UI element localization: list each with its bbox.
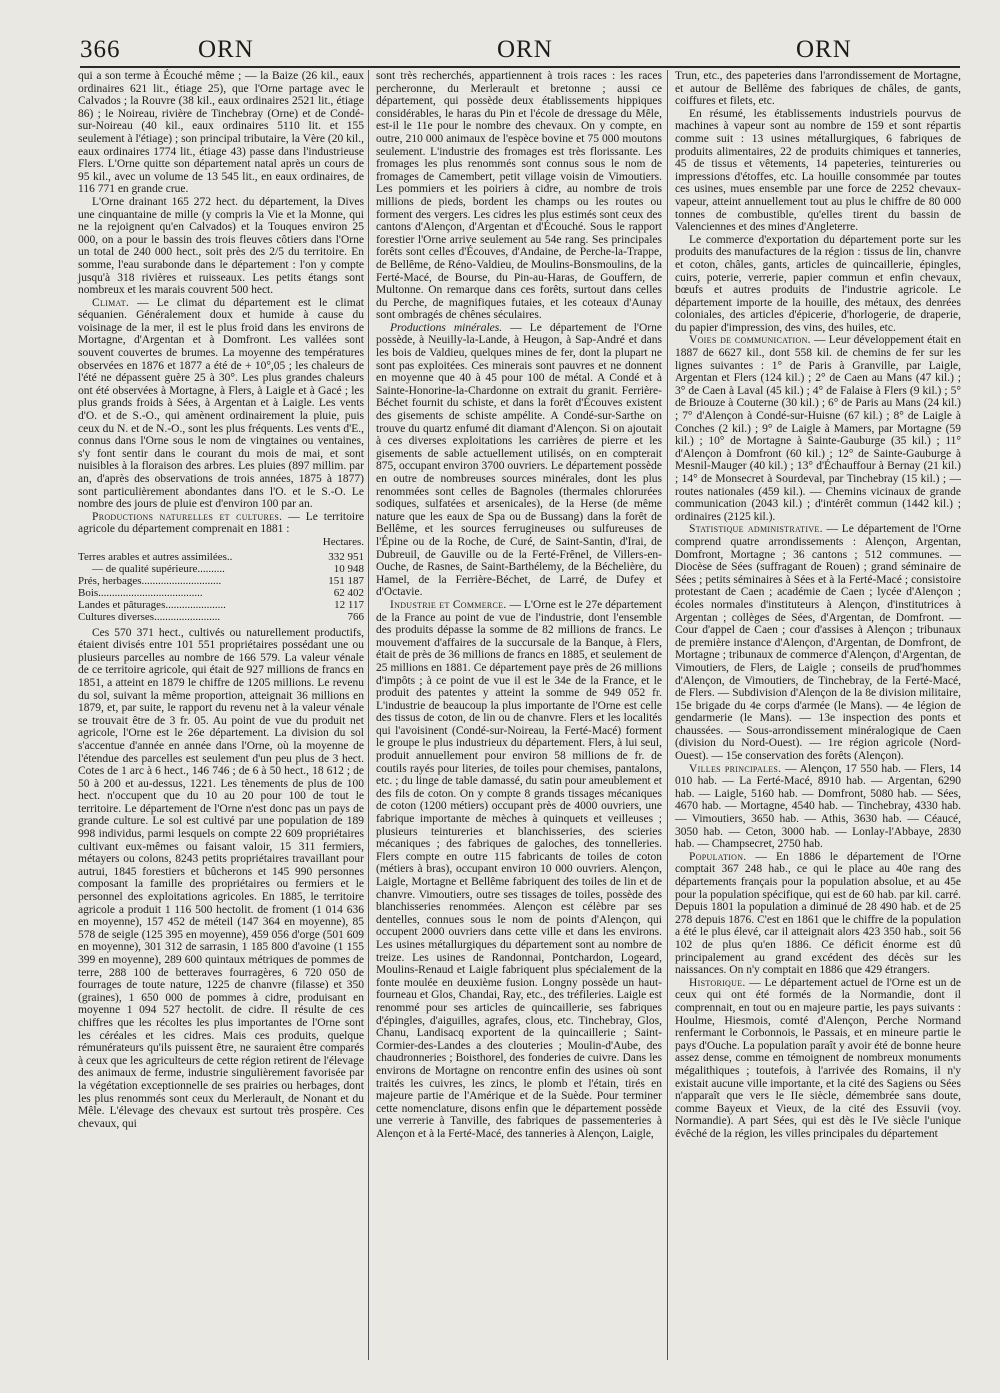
paragraph: Le commerce d'exportation du département porte sur les produits des manufactures de la région : tissus de lin, chanvre et coton, châles, gants, articles de quincaillerie, épingles, cuirs, poterie, verrerie, papier commun et enfin chevaux, bœufs et autres produits de l'industrie agricole. Le département importe de la houille, des métaux, des denrées coloniales, des articles d'épicerie, d'horlogerie, de draperie, du papier d'impression, des vins, des huiles, etc. (675, 233, 961, 334)
paragraph: Trun, etc., des papeteries dans l'arrondissement de Mortagne, et autour de Bellême des fabriques de châles, de gants, coiffures et filets, etc. (675, 70, 961, 108)
land-use-table (78, 551, 364, 623)
section-heading: Productions minérales. (390, 321, 503, 334)
paragraph: L'Orne drainant 165 272 hect. du département, la Dives une cinquantaine de mille (y compris la Vie et la Monne, qui ne la rejoignent qu'en Calvados) et la Touques environ 25 000, on a pour le bassin des trois fleuves côtiers dans l'Orne un total de 240 000 hect., soit près des 2/5 du territoire. En somme, l'eau surabonde dans le département : l'on y compte jusqu'à 318 rivières et ruisseaux. Les petits étangs sont nombreux et les marais couvrent 500 hect. (78, 195, 364, 297)
paragraph: Statistique administrative. — Le département de l'Orne comprend quatre arrondissements : Alençon, Argentan, Domfront, Mortagne ; 36 cantons ; 512 communes. — Diocèse de Sées (suffragant de Rouen) ; grand séminaire de Sées ; petits séminaires à Sées et à la Ferté-Macé ; consistoire protestant de Caen ; académie de Caen ; lycée d'Alençon ; écoles normales d'instituteurs à Alençon, d'institutrices à Argentan ; collèges de Sées, d'Argentan, de Domfront. — Cour d'appel de Caen ; cour d'assises à Alençon ; tribunaux de première instance d'Alençon, d'Argentan, de Domfront, de Mortagne ; tribunaux de commerce d'Alençon, d'Argentan, de Vimoutiers, de Flers, de Laigle ; conseils de prud'hommes d'Alençon, de Vimoutiers, de Tinchebray, de la Ferté-Macé, de Flers. — Subdivision d'Alençon de la 8e division militaire, 15e brigade du 4e corps d'armée (le Mans). — 4e légion de gendarmerie (le Mans). — 13e inspection des ponts et chaussées. — Sous-arrondissement minéralogique de Caen (division du Nord-Ouest). — 1re région agricole (Nord-Ouest). — 15e conservation des forêts (Alençon). (675, 523, 961, 763)
section-heading: Villes principales. (689, 762, 782, 775)
column-divider (667, 70, 668, 1360)
section-heading: Industrie et Commerce. (390, 598, 507, 611)
header-left: ORN (198, 36, 254, 63)
column-2 (376, 70, 662, 1140)
paragraph: En résumé, les établissements industriels pourvus de machines à vapeur sont au nombre de 159 et sont répartis comme suit : 13 usines métallurgiques, 6 fabriques de produits alimentaires, 22 de produits chimiques et tanneries, 45 de tissus et vêtements, 14 papeteries, teintureries ou impressions d'étoffes, etc. La houille consommée par toutes ces usines, mues ensemble par une force de 2252 chevaux-vapeur, atteint annuellement tout au plus le chiffre de 80 000 tonnes de combustible, qu'elles tirent du bassin de Valenciennes et des mines d'Angleterre. (675, 107, 961, 234)
header-right: ORN (796, 36, 852, 63)
paragraph: Productions minérales. — Le département de l'Orne possède, à Neuilly-la-Lande, à Heugon, à Sap-André et dans les bois de Valdieu, quelques mines de fer, dont la plupart ne sont pas exploitées. Ces minerais sont pauvres et ne donnent en moyenne que 40 à 45 pour 100 de métal. A Condé et à Sainte-Honorine-la-Chardonne on extrait du granit. Ferrière-Béchet fournit du schiste, et dans la forêt d'Écouves existent des gisements de schiste ampélite. A Condé-sur-Sarthe on trouve du quartz enfumé dit diamant d'Alençon. Si on ajoutait à ces diverses exploitations les carrières de pierre et les gisements de sable actuellement utilisés, on en compterait 875, occupant environ 3700 ouvriers. Le département possède en outre de nombreuses sources minérales, dont les plus renommées sont celles de Bagnoles (thermales chlorurées sodiques, sulfatées et arsenicales), de la Herse (de même nature que les eaux de Spa ou de Bussang) dans la forêt de Bellême, et les sources ferrugineuses ou sulfureuses de l'Épine ou de la Roche, de Curé, de Saint-Santin, d'Irai, de Dubreuil, de Gauville ou de la Ferté-Frênel, de Villers-en-Ouche, de Rasnes, de Saint-Barthélemy, de la Béchelière, du Hamel, de la Ferrière-Béchet, de Larré, de Dufey et d'Octavie. (376, 321, 662, 599)
section-heading: Climat. (92, 296, 130, 309)
table-row: — de qualité supérieure.......... 10 948 (92, 562, 364, 575)
header-rule (80, 66, 960, 68)
table-unit: Hectares. (322, 535, 364, 548)
paragraph: Historique. — Le département actuel de l'Orne est un de ceux qui ont été formés de la Normandie, dont il comprennait, en tout ou en majeure partie, les pays suivants : Houlme, Hiesmois, comté d'Alençon, Perche Normand renfermant le Corbonnois, le Passais, et en mineure partie le pays d'Ouche. La population paraît y avoir été de bonne heure assez dense, comme en témoignent de nombreux monuments mégalithiques ; toutefois, à l'arrivée des Romains, il n'y existait aucune ville importante, et la cité des Sagiens ou Sées n'apparaît que vers le IIe siècle, démembrée sans doute, comme Bayeux et Vieux, de la cité des Essuvii (voy. Normandie). A part Sées, qui est dès le IVe siècle l'unique évêché de la région, les villes principales du département (675, 976, 961, 1140)
table-row: Bois...................................... 62 402 (78, 586, 364, 599)
header-center: ORN (497, 36, 553, 63)
paragraph: qui a son terme à Écouché même ; — la Baize (26 kil., eaux ordinaires 621 lit., étiage 25), que l'Orne partage avec le Calvados ; la Rouvre (38 kil., eaux ordinaires 2521 lit., étiage 86) ; le Noireau, rivière de Tinchebray (Orne) et de Condé-sur-Noireau (40 kil., eaux ordinaires 5110 lit. et 155 seulement à l'étiage) ; son principal tributaire, la Vère (20 kil., eaux ordinaires 1774 lit., étiage 43) passe dans l'industrieuse Flers. L'Orne quitte son département natal après un cours de 95 kil., avec un volume de 13 545 lit., en eaux ordinaires, de 116 771 en grande crue. (78, 70, 364, 196)
section-heading: Population. (689, 850, 747, 863)
paragraph: Industrie et Commerce. — L'Orne est le 27e département de la France au point de vue de l'industrie, dont l'ensemble des produits dépasse la somme de 82 millions de francs. Le mouvement d'affaires de la succursale de la Banque, à Flers, était de près de 36 millions de francs en 1885, et seulement de 25 millions en 1881. Ce département paye près de 26 millions d'impôts ; à ce point de vue il est le 34e de la France, et le produit des patentes y atteint la somme de 949 052 fr. L'industrie de beaucoup la plus importante de l'Orne est celle des tissus de coton, de lin ou de chanvre. Flers et les localités qui l'avoisinent (Condé-sur-Noireau, la Ferté-Macé) forment le groupe le plus industrieux du département. Flers, à lui seul, produit annuellement pour environ 58 millions de fr. de coutils rayés pour literies, de toiles pour chemises, pantalons, etc. ; du linge de table damassé, du satin pour ameublement et des fils de coton. On y compte 8 grands tissages mécaniques de coton (1200 métiers) occupant près de 4000 ouvriers, une fabrique importante de mèches à quinquets et veilleuses ; plusieurs teintureries et blanchisseries, des scieries mécaniques ; des fabriques de galoches, des tonnelleries. Flers compte en outre 115 fabricants de toiles de coton (métiers à bras), occupant environ 10 000 ouvriers. Alençon, Laigle, Mortagne et Bellême fabriquent des toiles de lin et de chanvre. Vimoutiers, outre ses tissages de toiles, possède des blanchisseries renommées. Alençon est célèbre par ses dentelles, connues sous le nom de points d'Alençon, qui occupent 2000 ouvriers dans cette ville et dans les environs. Les usines métallurgiques du département sont au nombre de treize. Les usines de Randonnai, Pontchardon, Logeard, Moulins-Renaud et Laigle fabriquent plus spécialement de la fonte moulée en deuxième fusion. Longny possède un haut-fourneau et Glos, Chandai, Ray, etc., des tréfileries. Laigle est renommé pour ses articles de quincaillerie, ses fabriques d'épingles, d'aiguilles, agrafes, clous, etc. Tinchebray, Glos, Chanu, Landisacq exportent de la quincaillerie ; Saint-Cormier-des-Landes a des clouteries ; Moulin-d'Aube, des chaudronneries ; Boisthorel, des fonderies de cuivre. Dans les environs de Mortagne on rencontre enfin des usines où sont traités les cuivres, les zincs, le plomb et l'étain, tirés en majeure partie de l'Amérique et de la Suède. Pour terminer cette nomenclature, disons enfin que le département possède une verrerie à Tanville, des fabriques de passementeries à Alençon et à la Ferté-Macé, des tanneries à Alençon, Laigle, (376, 598, 662, 1140)
section-heading: Historique. (689, 976, 746, 989)
paragraph: Voies de communication. — Leur développement était en 1887 de 6627 kil., dont 558 kil. de chemins de fer sur les lignes suivantes : 1° de Paris à Granville, par Laigle, Argentan et Flers (124 kil.) ; 2° de Caen au Mans (47 kil.) ; 3° de Caen à Laval (45 kil.) ; 4° de Falaise à Flers (9 kil.) ; 5° de Briouze à Couterne (30 kil.) ; 6° de Paris au Mans (24 kil.) ; 7° d'Alençon à Condé-sur-Huisne (67 kil.) ; 8° de Laigle à Conches (2 kil.) ; 9° de Laigle à Mamers, par Mortagne (59 kil.) ; 10° de Mortagne à Sainte-Gauburge (35 kil.) ; 11° d'Alençon à Domfront (60 kil.) ; 12° de Sainte-Gauburge à Mesnil-Mauger (40 kil.) ; 13° d'Échauffour à Bernay (21 kil.) ; 14° de Monsecret à Sourdeval, par Tinchebray (15 kil.) ; — routes nationales (459 kil.). — Chemins vicinaux de grande communication (2043 kil.) ; d'intérêt commun (1442 kil.) ; ordinaires (2125 kil.). (675, 334, 962, 523)
paragraph: Ces 570 371 hect., cultivés ou naturellement productifs, étaient divisés entre 101 551 propriétaires possédant une ou plusieurs parcelles au nombre de 166 579. La valeur vénale de ce territoire agricole, qui était de 927 millions de francs en 1851, a atteint en 1879 le chiffre de 1205 millions. Le revenu du sol, suivant la même proportion, atteignait 36 millions en 1879, et, par suite, le rapport du revenu net à la valeur vénale se trouvait être de 3 fr. 05. Au point de vue du produit net agricole, l'Orne est le 26e département. La division du sol s'accentue d'année en année dans l'Orne, où la moyenne de l'étendue des parcelles est seulement d'un peu plus de 3 hect. Cotes de 1 arc à 6 hect., 146 746 ; de 6 à 50 hect., 18 612 ; de 50 à 200 et au-dessus, 1221. Les tènements de plus de 100 hect. n'occupent que du 10 au 20 pour 100 de tout le territoire. Le département de l'Orne n'est donc pas un pays de grande culture. Le sol est cultivé par une population de 189 998 individus, parmi lesquels on compte 22 609 propriétaires cultivant eux-mêmes ou faisant valoir, 15 311 fermiers, métayers ou colons, 8243 petits propriétaires travaillant pour autrui, 1845 forestiers et bûcherons et 145 990 personnes composant la famille des propriétaires ou fermiers et le personnel des exploitations agricoles. En 1885, le territoire agricole a produit 1 116 500 hectolit. de froment (1 014 636 en moyenne), 157 452 de méteil (147 364 en moyenne), 85 578 de seigle (125 395 en moyenne), 459 056 d'orge (501 609 en moyenne), 301 312 de sarrasin, 1 185 800 d'avoine (1 155 399 en moyenne), 289 600 quintaux métriques de pommes de terre, 288 100 de betteraves fourragères, 6 720 050 de fourrages de toute nature, 1225 de chanvre (filasse) et 350 (graines), 1 650 000 de pommes à cidre, produisant en moyenne 1 094 527 hectolit. de cidre. Il résulte de ces chiffres que les récoltes les plus importantes de l'Orne sont les céréales et les cidres. Mais ces produits, quelque rémunérateurs qu'ils puissent être, ne sauraient être comparés à ceux que les agriculteurs de cette région retirent de l'élevage des animaux de ferme, industrie singulièrement favorisée par la végétation exceptionnelle de ses prairies ou herbages, dont les plus renommés sont ceux du Merlerault, de Nonant et du Mêle. L'élevage des chevaux est surtout très prospère. Ces chevaux, qui (78, 626, 364, 1130)
paragraph: Productions naturelles et cultures. — Le territoire agricole du département comprenait en 1881 : (78, 510, 365, 536)
table-row: Prés, herbages............................. 151 187 (78, 574, 364, 587)
table-row: Cultures diverses........................ 766 (78, 610, 364, 623)
column-3 (675, 70, 961, 1140)
running-header (0, 36, 1000, 66)
table-row: Terres arables et autres assimilées.. 332 951 (78, 550, 364, 563)
section-heading: Voies de communication. (689, 334, 811, 347)
paragraph: Population. — En 1886 le département de l'Orne comptait 367 248 hab., ce qui le place au 40e rang des départements français pour la population absolue, et au 45e pour la population spécifique, qui est de 60 hab. par kil. carré. Depuis 1801 la population a diminué de 28 490 hab. et de 25 278 depuis 1876. C'est en 1861 que le chiffre de la population a été le plus élevé, car il atteignait alors 423 350 hab., soit 56 102 de plus qu'en 1886. Ce déficit énorme est dû principalement au grand excédent des décès sur les naissances. On n'y comptait en 1886 que 429 étrangers. (675, 850, 961, 977)
paragraph: Climat. — Le climat du département est le climat séquanien. Généralement doux et humide à cause du voisinage de la mer, il est le plus froid dans les environs de Mortagne, d'Argentan et à Domfront. Les vallées sont souvent couvertes de brumes. La moyenne des températures observées en 1876 et 1877 a été de + 10°,05 ; les chaleurs de l'été ne dépassent guère 25 à 30°. Les plus grandes chaleurs ont été observées à Mortagne, à Flers, à Laigle et à Gacé ; les plus grands froids à Sées, à Argentan et à Laigle. Les vents d'O. et de S.-O., qui amènent ordinairement la pluie, puis ceux du N. et de N.-O., sont les plus fréquents. Les vents d'E., connus dans l'Orne sous le nom de vingtaines ou ventaines, s'y font sentir dans le courant du mois de mai, et sont nuisibles à la floraison des arbres. Les pluies (897 millim. par an, d'après des observations de trois années, 1875 à 1877) sont particulièrement abondantes dans l'O. et le S.-O. Le nombre des jours de pluie est d'environ 100 par an. (78, 296, 364, 511)
section-heading: Statistique administrative. (689, 523, 823, 536)
paragraph: Villes principales. — Alençon, 17 550 hab. — Flers, 14 010 hab. — La Ferté-Macé, 8910 hab. — Argentan, 6290 hab. — Laigle, 5160 hab. — Domfront, 5080 hab. — Sées, 4670 hab. — Mortagne, 4540 hab. — Tinchebray, 4330 hab. — Vimoutiers, 3650 hab. — Athis, 3630 hab. — Céaucé, 3050 hab. — Ceton, 3000 hab. — Lonlay-l'Abbaye, 2830 hab. — Champsecret, 2750 hab. (675, 762, 961, 851)
page-number: 366 (80, 36, 121, 63)
section-heading: Productions naturelles et cultures. (92, 510, 283, 523)
column-divider (368, 70, 369, 1360)
column-1 (78, 70, 364, 1130)
table-row: Landes et pâturages...................... 12 117 (78, 598, 364, 611)
paragraph: sont très recherchés, appartiennent à trois races : les races percheronne, du Merlerault et bretonne ; aussi ce département, qui possède deux établissements hippiques considérables, le haras du Pin et l'école de dressage du Mêle, est-il le 11e pour le nombre des chevaux. On y compte, en outre, 210 000 animaux de l'espèce bovine et 75 000 moutons seulement. L'industrie des fromages est très florissante. Les fromages les plus renommés sont connus sous le nom de fromages de Camembert, petit village voisin de Vimoutiers. Les pommiers et les poiriers à cidre, au nombre de trois millions de pieds, bordent les champs ou les routes ou forment des vergers. Les cidres les plus estimés sont ceux des cantons d'Alençon, d'Argentan et d'Écouché. Sous le rapport forestier l'Orne arrive seulement au 54e rang. Ses principales forêts sont celles d'Écouves, d'Andaine, de Perche-la-Trappe, de Bellême, de Réno-Valdieu, de Moulins-Bonsmoulins, de la Ferté-Macé, de Bourse, du Pin-au-Haras, de Gouffern, de Multonne. On remarque dans ces forêts, surtout dans celles du Perche, de magnifiques futaies, et les coteaux d'Aunay sont ombragés de chênes séculaires. (376, 70, 662, 322)
